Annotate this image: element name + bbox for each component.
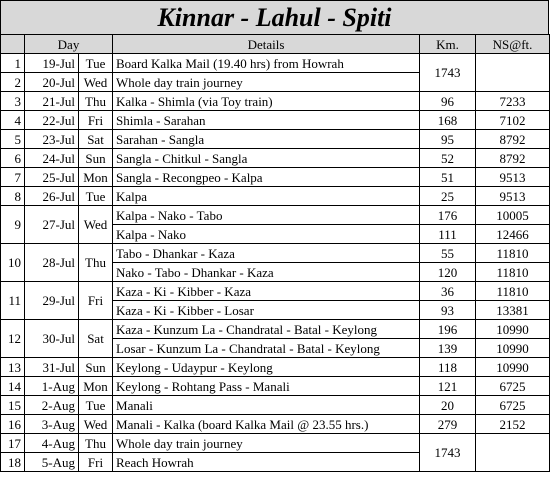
header-km: Km. — [420, 35, 476, 54]
height-value: 9513 — [476, 168, 550, 187]
km-value: 176 — [420, 206, 476, 225]
km-value: 25 — [420, 187, 476, 206]
km-value: 168 — [420, 111, 476, 130]
day-number: 5 — [1, 130, 25, 149]
day-date: 25-Jul — [25, 168, 79, 187]
day-weekday: Wed — [79, 415, 113, 434]
itinerary-table — [0, 34, 550, 472]
height-value: 7102 — [476, 111, 550, 130]
day-weekday: Wed — [79, 73, 113, 92]
table-row — [1, 396, 550, 415]
detail-text: Reach Howrah — [113, 453, 420, 472]
day-weekday: Fri — [79, 453, 113, 472]
table-row — [1, 187, 550, 206]
detail-text: Manali - Kalka (board Kalka Mail @ 23.55 hrs.) — [113, 415, 420, 434]
km-value: 51 — [420, 168, 476, 187]
height-value: 10990 — [476, 339, 550, 358]
km-value: 93 — [420, 301, 476, 320]
day-number: 7 — [1, 168, 25, 187]
km-value: 1743 — [420, 54, 476, 92]
height-value: 11810 — [476, 282, 550, 301]
km-value: 55 — [420, 244, 476, 263]
km-value: 139 — [420, 339, 476, 358]
height-value: 8792 — [476, 130, 550, 149]
detail-text: Nako - Tabo - Dhankar - Kaza — [113, 263, 420, 282]
height-value: 12466 — [476, 225, 550, 244]
header-row — [1, 35, 550, 54]
day-date: 31-Jul — [25, 358, 79, 377]
table-row — [1, 168, 550, 187]
day-date: 5-Aug — [25, 453, 79, 472]
day-weekday: Thu — [79, 434, 113, 453]
detail-text: Kaza - Ki - Kibber - Losar — [113, 301, 420, 320]
detail-text: Keylong - Udaypur - Keylong — [113, 358, 420, 377]
header-index — [1, 35, 25, 54]
km-value: 111 — [420, 225, 476, 244]
day-date: 20-Jul — [25, 73, 79, 92]
height-value: 10990 — [476, 358, 550, 377]
day-weekday: Sun — [79, 149, 113, 168]
day-weekday: Wed — [79, 206, 113, 244]
detail-text: Losar - Kunzum La - Chandratal - Batal - Keylong — [113, 339, 420, 358]
day-weekday: Sun — [79, 358, 113, 377]
day-number: 4 — [1, 111, 25, 130]
height-value — [476, 434, 550, 472]
day-weekday: Fri — [79, 111, 113, 130]
day-number: 18 — [1, 453, 25, 472]
day-date: 28-Jul — [25, 244, 79, 282]
table-row — [1, 282, 550, 301]
day-date: 22-Jul — [25, 111, 79, 130]
day-number: 17 — [1, 434, 25, 453]
day-date: 24-Jul — [25, 149, 79, 168]
height-value: 13381 — [476, 301, 550, 320]
header-details: Details — [113, 35, 420, 54]
day-number: 10 — [1, 244, 25, 282]
day-weekday: Fri — [79, 282, 113, 320]
table-row — [1, 206, 550, 225]
detail-text: Sangla - Chitkul - Sangla — [113, 149, 420, 168]
day-date: 1-Aug — [25, 377, 79, 396]
day-number: 13 — [1, 358, 25, 377]
day-number: 14 — [1, 377, 25, 396]
height-value: 6725 — [476, 396, 550, 415]
km-value: 279 — [420, 415, 476, 434]
day-date: 23-Jul — [25, 130, 79, 149]
detail-text: Sarahan - Sangla — [113, 130, 420, 149]
day-date: 21-Jul — [25, 92, 79, 111]
km-value: 196 — [420, 320, 476, 339]
day-date: 3-Aug — [25, 415, 79, 434]
detail-text: Keylong - Rohtang Pass - Manali — [113, 377, 420, 396]
km-value: 20 — [420, 396, 476, 415]
km-value: 96 — [420, 92, 476, 111]
day-date: 19-Jul — [25, 54, 79, 73]
detail-text: Whole day train journey — [113, 434, 420, 453]
sheet-title: Kinnar - Lahul - Spiti — [0, 0, 549, 35]
detail-text: Kalpa - Nako - Tabo — [113, 206, 420, 225]
day-weekday: Tue — [79, 187, 113, 206]
day-number: 8 — [1, 187, 25, 206]
itinerary-body — [1, 54, 550, 472]
table-row — [1, 244, 550, 263]
table-row — [1, 92, 550, 111]
km-value: 95 — [420, 130, 476, 149]
day-number: 12 — [1, 320, 25, 358]
table-row — [1, 415, 550, 434]
km-value: 120 — [420, 263, 476, 282]
table-row — [1, 54, 550, 73]
table-row — [1, 377, 550, 396]
day-number: 11 — [1, 282, 25, 320]
day-date: 27-Jul — [25, 206, 79, 244]
height-value: 8792 — [476, 149, 550, 168]
day-number: 6 — [1, 149, 25, 168]
table-row — [1, 149, 550, 168]
km-value: 121 — [420, 377, 476, 396]
detail-text: Tabo - Dhankar - Kaza — [113, 244, 420, 263]
km-value: 1743 — [420, 434, 476, 472]
height-value: 9513 — [476, 187, 550, 206]
km-value: 36 — [420, 282, 476, 301]
table-row — [1, 434, 550, 453]
day-number: 1 — [1, 54, 25, 73]
detail-text: Board Kalka Mail (19.40 hrs) from Howrah — [113, 54, 420, 73]
day-weekday: Mon — [79, 168, 113, 187]
km-value: 118 — [420, 358, 476, 377]
day-weekday: Tue — [79, 54, 113, 73]
table-row — [1, 130, 550, 149]
height-value: 11810 — [476, 244, 550, 263]
day-number: 16 — [1, 415, 25, 434]
height-value: 10990 — [476, 320, 550, 339]
height-value: 7233 — [476, 92, 550, 111]
table-row — [1, 111, 550, 130]
detail-text: Kaza - Ki - Kibber - Kaza — [113, 282, 420, 301]
detail-text: Whole day train journey — [113, 73, 420, 92]
day-weekday: Sat — [79, 320, 113, 358]
table-row — [1, 320, 550, 339]
day-weekday: Thu — [79, 92, 113, 111]
day-date: 30-Jul — [25, 320, 79, 358]
detail-text: Shimla - Sarahan — [113, 111, 420, 130]
day-date: 2-Aug — [25, 396, 79, 415]
detail-text: Sangla - Recongpeo - Kalpa — [113, 168, 420, 187]
table-row — [1, 358, 550, 377]
height-value: 11810 — [476, 263, 550, 282]
day-number: 2 — [1, 73, 25, 92]
height-value: 6725 — [476, 377, 550, 396]
header-day: Day — [25, 35, 113, 54]
day-weekday: Thu — [79, 244, 113, 282]
day-date: 4-Aug — [25, 434, 79, 453]
day-weekday: Sat — [79, 130, 113, 149]
day-date: 26-Jul — [25, 187, 79, 206]
height-value: 10005 — [476, 206, 550, 225]
detail-text: Kaza - Kunzum La - Chandratal - Batal - Keylong — [113, 320, 420, 339]
height-value — [476, 54, 550, 92]
height-value: 2152 — [476, 415, 550, 434]
day-date: 29-Jul — [25, 282, 79, 320]
detail-text: Kalpa — [113, 187, 420, 206]
day-number: 9 — [1, 206, 25, 244]
day-weekday: Mon — [79, 377, 113, 396]
km-value: 52 — [420, 149, 476, 168]
day-number: 15 — [1, 396, 25, 415]
detail-text: Kalka - Shimla (via Toy train) — [113, 92, 420, 111]
day-number: 3 — [1, 92, 25, 111]
header-height: NS@ft. — [476, 35, 550, 54]
detail-text: Manali — [113, 396, 420, 415]
day-weekday: Tue — [79, 396, 113, 415]
detail-text: Kalpa - Nako — [113, 225, 420, 244]
